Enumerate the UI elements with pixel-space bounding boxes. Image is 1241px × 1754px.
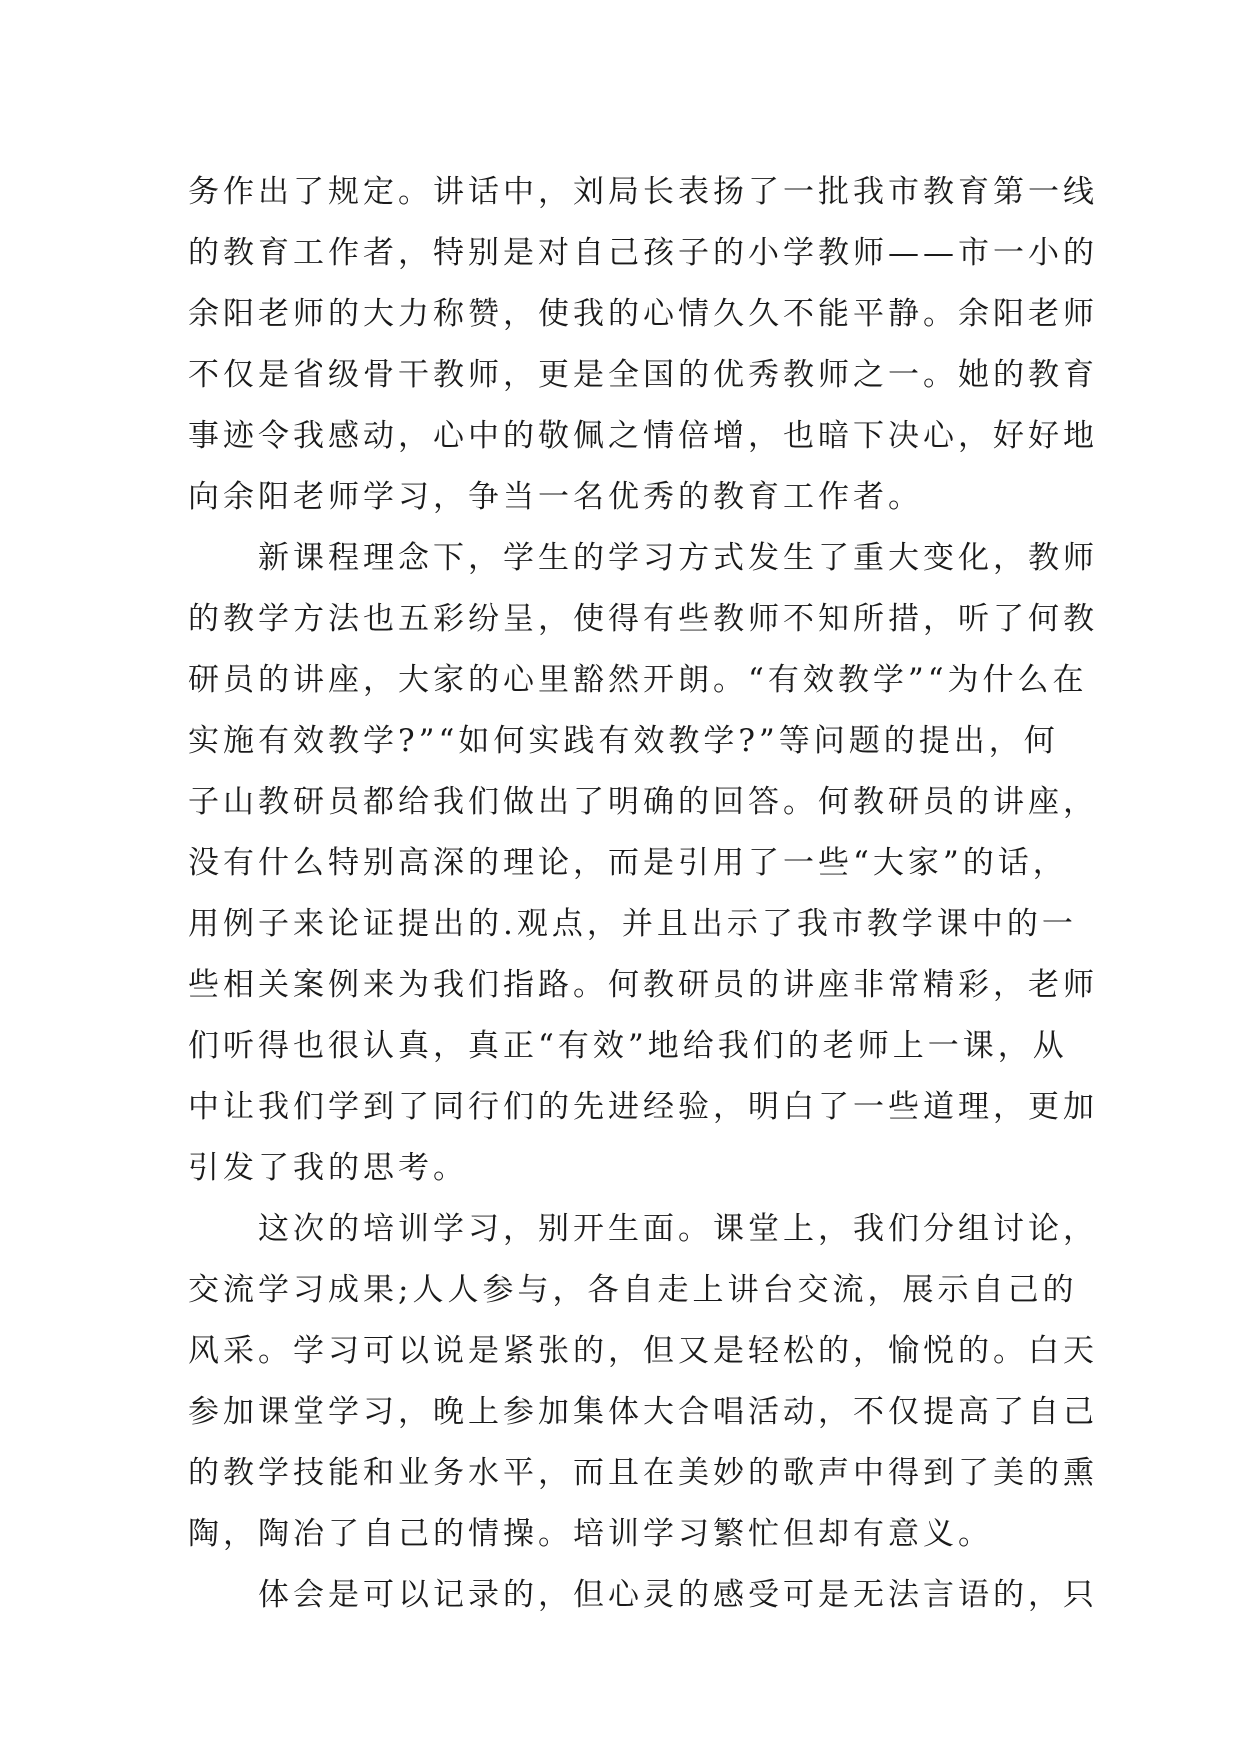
text-line: 不仅是省级骨干教师，更是全国的优秀教师之一。她的教育: [188, 357, 1098, 393]
text-line: 陶，陶冶了自己的情操。培训学习繁忙但却有意义。: [188, 1516, 993, 1552]
text-line: 体会是可以记录的，但心灵的感受可是无法言语的，只: [258, 1577, 1098, 1613]
text-line: 参加课堂学习，晚上参加集体大合唱活动，不仅提高了自己: [188, 1394, 1098, 1430]
text-line: 风采。学习可以说是紧张的，但又是轻松的，愉悦的。白天: [188, 1333, 1098, 1369]
text-line: 余阳老师的大力称赞，使我的心情久久不能平静。余阳老师: [188, 296, 1098, 332]
text-line: 没有什么特别高深的理论，而是引用了一些“大家”的话，: [188, 845, 1068, 881]
text-line: 向余阳老师学习，争当一名优秀的教育工作者。: [188, 479, 923, 515]
text-line: 用例子来论证提出的.观点，并且出示了我市教学课中的一: [188, 906, 1077, 942]
text-line: 中让我们学到了同行们的先进经验，明白了一些道理，更加: [188, 1089, 1098, 1125]
document-body: [188, 162, 1098, 1626]
text-line: 的教育工作者，特别是对自己孩子的小学教师——市一小的: [188, 235, 1098, 271]
text-line: 事迹令我感动，心中的敬佩之情倍增，也暗下决心，好好地: [188, 418, 1098, 454]
text-line: 子山教研员都给我们做出了明确的回答。何教研员的讲座，: [188, 784, 1098, 820]
text-line: 实施有效教学?”“如何实践有效教学?”等问题的提出，何: [188, 723, 1059, 759]
text-line: 这次的培训学习，别开生面。课堂上，我们分组讨论，: [258, 1211, 1098, 1247]
text-line: 务作出了规定。讲话中，刘局长表扬了一批我市教育第一线: [188, 174, 1098, 210]
text-line: 交流学习成果;人人参与，各自走上讲台交流，展示自己的: [188, 1272, 1078, 1308]
text-line: 们听得也很认真，真正“有效”地给我们的老师上一课，从: [188, 1028, 1068, 1064]
text-line: 的教学方法也五彩纷呈，使得有些教师不知所措，听了何教: [188, 601, 1098, 637]
text-line: 研员的讲座，大家的心里豁然开朗。“有效教学”“为什么在: [188, 662, 1088, 698]
text-line: 的教学技能和业务水平，而且在美妙的歌声中得到了美的熏: [188, 1455, 1098, 1491]
text-line: 新课程理念下，学生的学习方式发生了重大变化，教师: [258, 540, 1098, 576]
text-line: 引发了我的思考。: [188, 1150, 468, 1186]
text-line: 些相关案例来为我们指路。何教研员的讲座非常精彩，老师: [188, 967, 1098, 1003]
